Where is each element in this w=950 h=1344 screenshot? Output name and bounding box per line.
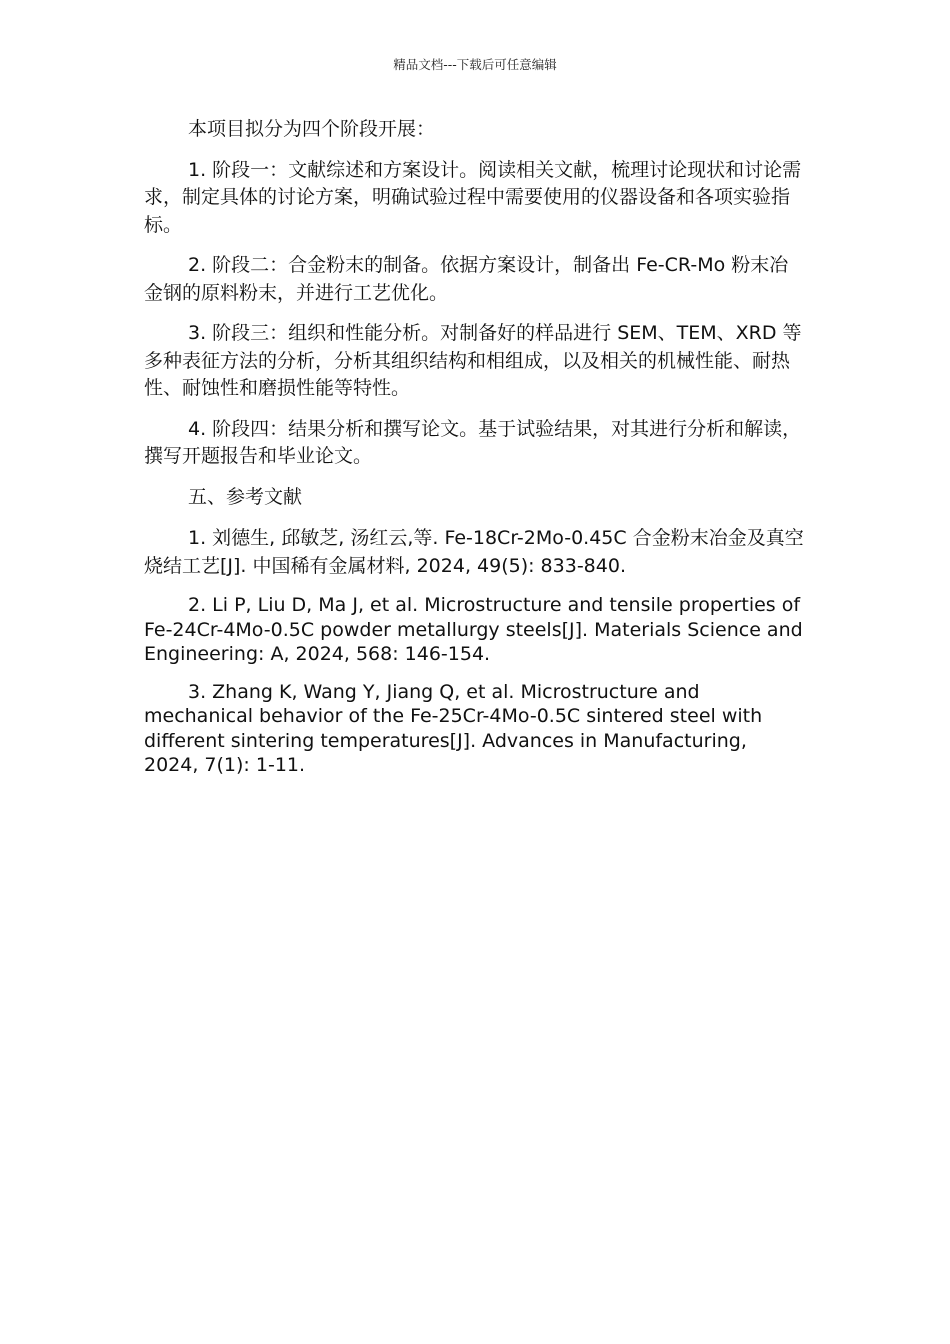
- reference-1: 1. 刘德生, 邱敏芝, 汤红云,等. Fe-18Cr-2Mo-0.45C 合金粉末冶金及真空烧结工艺[J]. 中国稀有金属材料, 2024, 49(5): 833-840.: [144, 527, 804, 577]
- page-header: 精品文档---下载后可任意编辑: [393, 57, 557, 72]
- document-body: [144, 116, 804, 791]
- reference-2: 2. Li P, Liu D, Ma J, et al. Microstructure and tensile properties of Fe-24Cr-4Mo-0.5C powder metallurgy steels[J]. Materials Science and Engineering: A, 2024, 568: 146-154.: [144, 594, 803, 665]
- reference-3: 3. Zhang K, Wang Y, Jiang Q, et al. Microstructure and mechanical behavior of the Fe-25Cr-4Mo-0.5C sintered steel with different sintering temperatures[J]. Advances in Manufacturing, 2024, 7(1): 1-11.: [144, 680, 763, 776]
- stage-2-paragraph: 2. 阶段二：合金粉末的制备。依据方案设计，制备出 Fe-CR-Mo 粉末冶金钢的原料粉末，并进行工艺优化。: [144, 254, 789, 304]
- stage-1-paragraph: 1. 阶段一：文献综述和方案设计。阅读相关文献，梳理讨论现状和讨论需求，制定具体的讨论方案，明确试验过程中需要使用的仪器设备和各项实验指标。: [144, 158, 802, 236]
- references-heading: 五、参考文献: [188, 485, 303, 508]
- intro-paragraph: 本项目拟分为四个阶段开展：: [188, 118, 436, 140]
- stage-4-paragraph: 4. 阶段四：结果分析和撰写论文。基于试验结果，对其进行分析和解读，撰写开题报告和毕业论文。: [144, 417, 802, 467]
- stage-3-paragraph: 3. 阶段三：组织和性能分析。对制备好的样品进行 SEM、TEM、XRD 等多种表征方法的分析，分析其组织结构和相组成，以及相关的机械性能、耐热性、耐蚀性和磨损性能等特性。: [144, 322, 802, 399]
